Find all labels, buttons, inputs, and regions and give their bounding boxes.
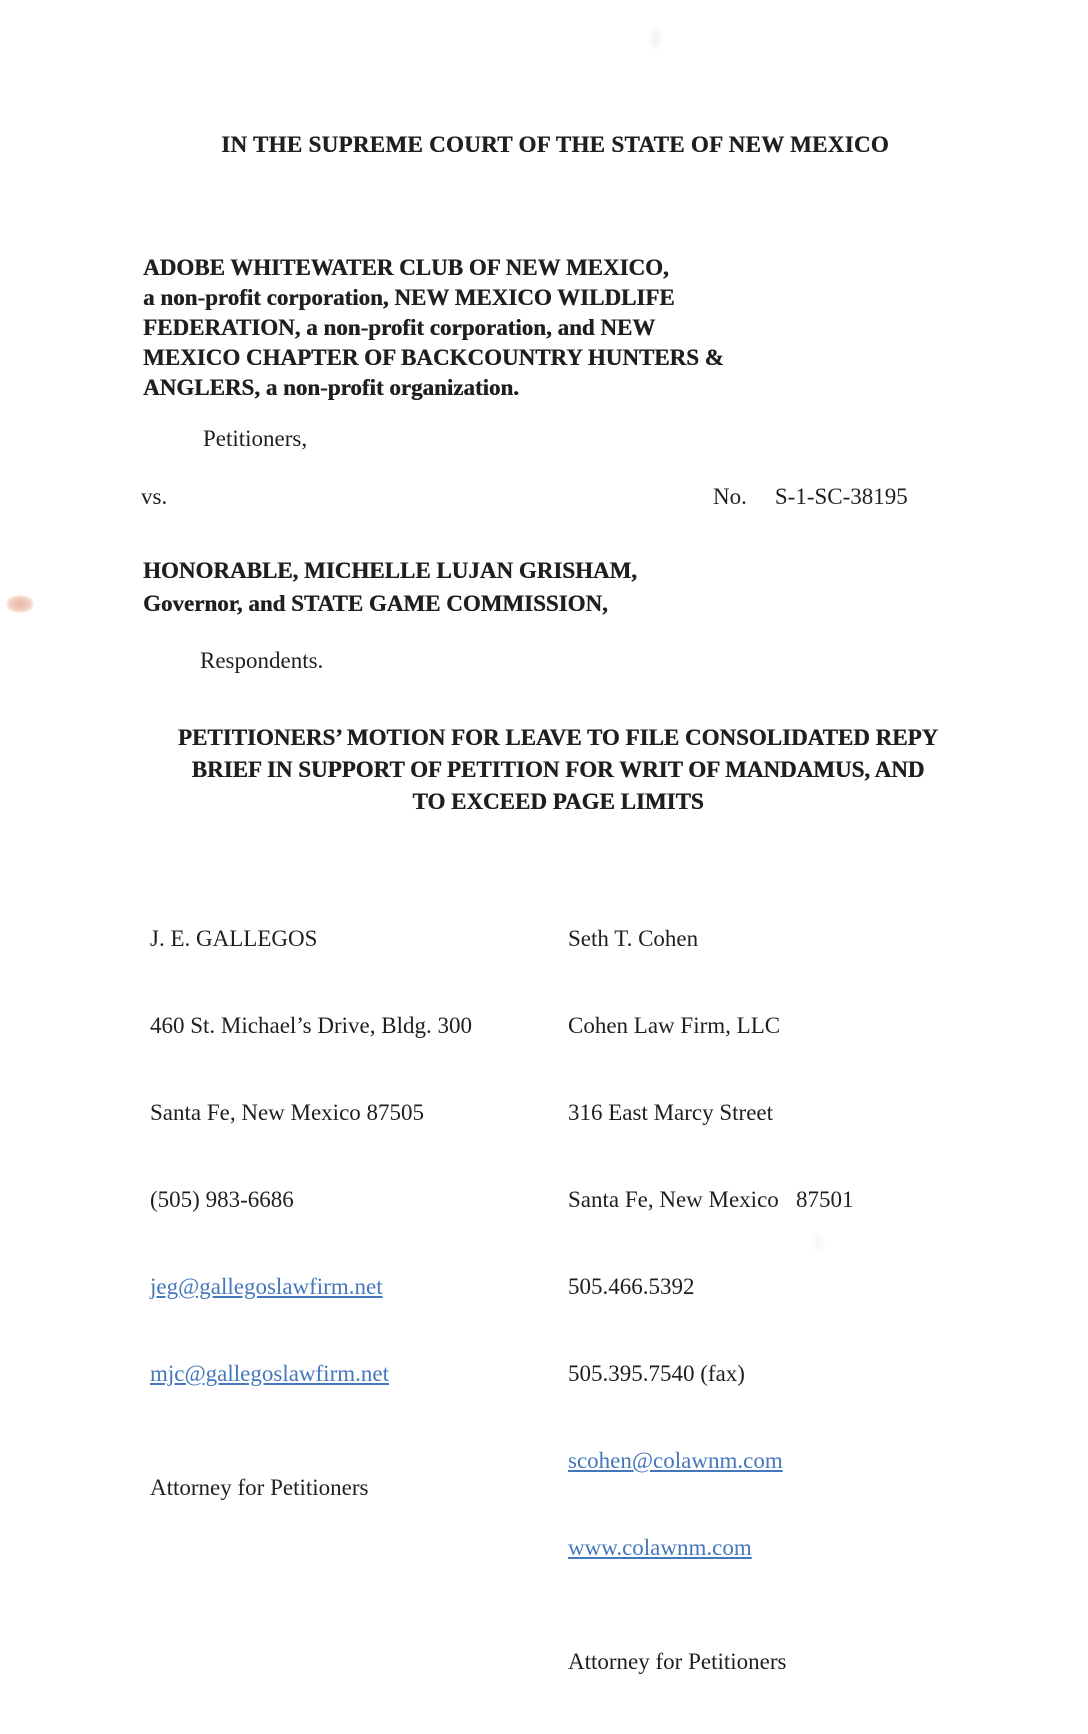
party-line: a non-profit corporation, NEW MEXICO WILDLIFE	[143, 285, 675, 310]
attorney-address-line: 316 East Marcy Street	[568, 1100, 774, 1125]
attorney-name: Seth T. Cohen	[568, 926, 699, 951]
email-link-jeg[interactable]: jeg@gallegoslawfirm.net	[150, 1274, 383, 1299]
respondent-parties	[143, 554, 637, 620]
vs-label: vs.	[141, 484, 168, 509]
attorney-address-line: 460 St. Michael’s Drive, Bldg. 300	[150, 1013, 472, 1038]
petitioners-label: Petitioners,	[203, 426, 308, 451]
scan-artifact-pink	[6, 595, 34, 613]
party-line: Governor, and STATE GAME COMMISSION,	[143, 591, 608, 616]
attorney-block-gallegos	[150, 866, 472, 1560]
motion-title-line: BRIEF IN SUPPORT OF PETITION FOR WRIT OF MANDAMUS, AND	[191, 757, 925, 782]
party-line: ANGLERS, a non-profit organization.	[143, 375, 519, 400]
motion-title-line: TO EXCEED PAGE LIMITS	[412, 789, 704, 814]
attorney-role: Attorney for Petitioners	[568, 1649, 787, 1674]
website-link-colawnm[interactable]: www.colawnm.com	[568, 1535, 752, 1560]
attorney-firm: Cohen Law Firm, LLC	[568, 1013, 781, 1038]
email-link-scohen[interactable]: scohen@colawnm.com	[568, 1448, 783, 1473]
attorney-address-line: Santa Fe, New Mexico 87505	[150, 1100, 425, 1125]
attorney-name: J. E. GALLEGOS	[150, 926, 318, 951]
attorney-block-cohen	[568, 866, 854, 1734]
respondents-label: Respondents.	[200, 648, 324, 673]
attorney-phone: 505.466.5392	[568, 1274, 695, 1299]
email-link-mjc[interactable]: mjc@gallegoslawfirm.net	[150, 1361, 389, 1386]
attorney-phone: (505) 983-6686	[150, 1187, 294, 1212]
court-title: IN THE SUPREME COURT OF THE STATE OF NEW MEXICO	[221, 132, 889, 157]
party-line: FEDERATION, a non-profit corporation, and NEW	[143, 315, 656, 340]
scan-artifact-top	[648, 24, 664, 52]
party-line: HONORABLE, MICHELLE LUJAN GRISHAM,	[143, 558, 637, 583]
case-number-value: S-1-SC-38195	[774, 484, 908, 509]
motion-title-line: PETITIONERS’ MOTION FOR LEAVE TO FILE CONSOLIDATED REPY	[177, 725, 939, 750]
petitioner-parties	[143, 253, 724, 403]
case-number-label: No.	[713, 484, 747, 509]
attorney-address-line: Santa Fe, New Mexico 87501	[568, 1187, 854, 1212]
attorney-fax: 505.395.7540 (fax)	[568, 1361, 745, 1386]
attorney-role: Attorney for Petitioners	[150, 1475, 369, 1500]
motion-title	[0, 722, 1088, 818]
party-line: ADOBE WHITEWATER CLUB OF NEW MEXICO,	[143, 255, 669, 280]
party-line: MEXICO CHAPTER OF BACKCOUNTRY HUNTERS &	[143, 345, 724, 370]
case-number	[713, 482, 908, 511]
